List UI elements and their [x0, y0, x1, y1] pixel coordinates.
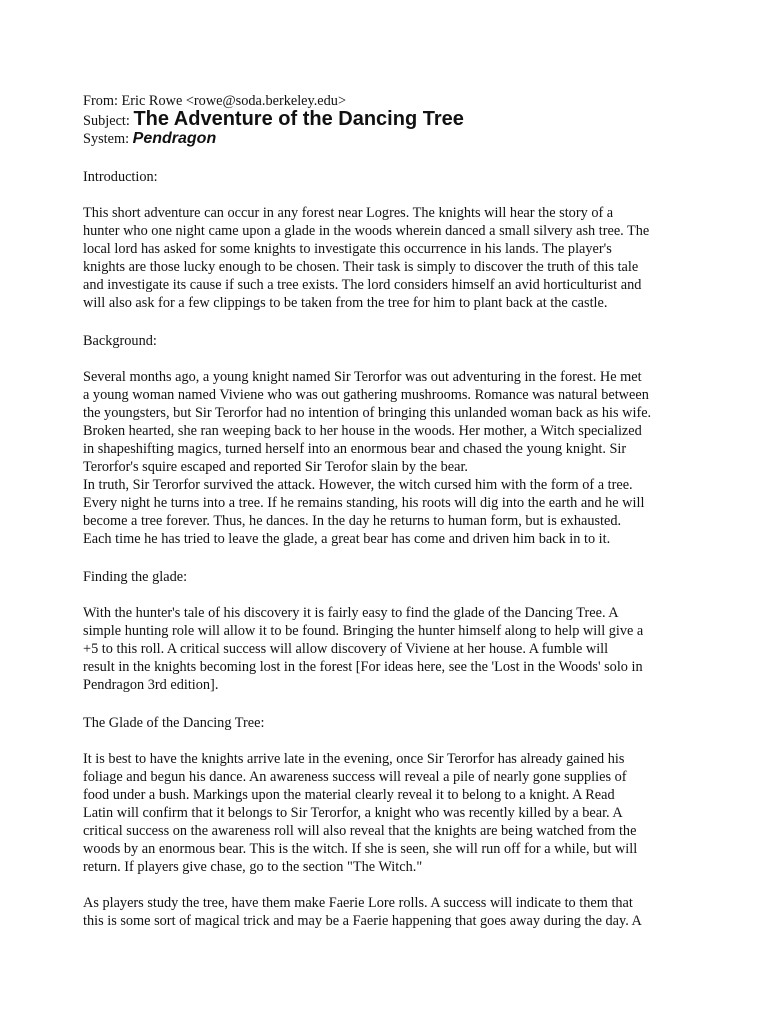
text-line: food under a bush. Markings upon the material clearly reveal it to belong to a knight. A Read — [83, 787, 615, 803]
subject-value: The Adventure of the Dancing Tree — [133, 108, 464, 130]
system-line — [83, 130, 683, 148]
text-line: foliage and begun his dance. An awareness success will reveal a pile of nearly gone supplies of — [83, 769, 627, 785]
text-line: Broken hearted, she ran weeping back to her house in the woods. Her mother, a Witch specialized — [83, 423, 642, 439]
text-line: Latin will confirm that it belongs to Sir Terorfor, a knight who was recently killed by a bear. A — [83, 805, 623, 821]
text-line: It is best to have the knights arrive late in the evening, once Sir Terorfor has already gained his — [83, 751, 625, 767]
body-paragraph — [83, 204, 683, 312]
text-line: critical success on the awareness roll will also reveal that the knights are being watched from the — [83, 823, 637, 839]
text-line: become a tree forever. Thus, he dances. In the day he returns to human form, but is exhausted. — [83, 513, 622, 529]
text-line: simple hunting role will allow it to be found. Bringing the hunter himself along to help will give a — [83, 623, 644, 639]
text-line: With the hunter's tale of his discovery it is fairly easy to find the glade of the Dancing Tree. A — [83, 605, 619, 621]
text-line: will also ask for a few clippings to be taken from the tree for him to plant back at the castle. — [83, 295, 608, 311]
section-heading: Introduction: — [83, 169, 158, 185]
subject-label: Subject: — [83, 113, 130, 129]
text-line: in shapeshifting magics, turned herself into an enormous bear and chased the young knight. Sir — [83, 441, 627, 457]
section-heading: Finding the glade: — [83, 569, 188, 585]
text-line: the youngsters, but Sir Terorfor had no intention of bringing this unlanded woman back as his wife. — [83, 405, 652, 421]
from-label: From: — [83, 93, 118, 109]
body-paragraph — [83, 604, 683, 694]
body-paragraph — [83, 476, 683, 548]
system-label: System: — [83, 131, 130, 147]
system-value: Pendragon — [132, 130, 217, 147]
text-line: Terorfor's squire escaped and reported Sir Terofor slain by the bear. — [83, 459, 468, 475]
text-line: Pendragon 3rd edition]. — [83, 677, 219, 693]
body-paragraph — [83, 894, 683, 930]
text-line: result in the knights becoming lost in the forest [For ideas here, see the 'Lost in the Woods' solo in — [83, 659, 643, 675]
text-line: return. If players give chase, go to the section "The Witch." — [83, 859, 423, 875]
text-line: +5 to this roll. A critical success will allow discovery of Viviene at her house. A fumble will — [83, 641, 609, 657]
text-line: This short adventure can occur in any forest near Logres. The knights will hear the story of a — [83, 205, 614, 221]
section-heading: The Glade of the Dancing Tree: — [83, 715, 265, 731]
text-line: local lord has asked for some knights to investigate this occurrence in his lands. The player's — [83, 241, 612, 257]
text-line: woods by an enormous bear. This is the witch. If she is seen, she will run off for a while, but will — [83, 841, 638, 857]
text-line: this is some sort of magical trick and may be a Faerie happening that goes away during the day. A — [83, 913, 642, 929]
text-line: and investigate its cause if such a tree exists. The lord considers himself an avid horticulturist and — [83, 277, 642, 293]
text-line: Each time he has tried to leave the glade, a great bear has come and driven him back in to it. — [83, 531, 611, 547]
subject-line — [83, 110, 683, 130]
text-line: As players study the tree, have them make Faerie Lore rolls. A success will indicate to them that — [83, 895, 633, 911]
text-line: Every night he turns into a tree. If he remains standing, his roots will dig into the earth and he will — [83, 495, 645, 511]
text-line: Several months ago, a young knight named Sir Terorfor was out adventuring in the forest. He met — [83, 369, 642, 385]
text-line: In truth, Sir Terorfor survived the attack. However, the witch cursed him with the form of a tree. — [83, 477, 633, 493]
document-page — [83, 92, 683, 930]
body-paragraph — [83, 750, 683, 876]
text-line: a young woman named Viviene who was out gathering mushrooms. Romance was natural between — [83, 387, 649, 403]
text-line: knights are those lucky enough to be chosen. Their task is simply to discover the truth of this tale — [83, 259, 639, 275]
document-body — [83, 168, 683, 930]
body-paragraph — [83, 368, 683, 476]
text-line: hunter who one night came upon a glade in the woods wherein danced a small silvery ash tree. The — [83, 223, 650, 239]
section-heading: Background: — [83, 333, 157, 349]
from-value: Eric Rowe <rowe@soda.berkeley.edu> — [121, 93, 347, 109]
